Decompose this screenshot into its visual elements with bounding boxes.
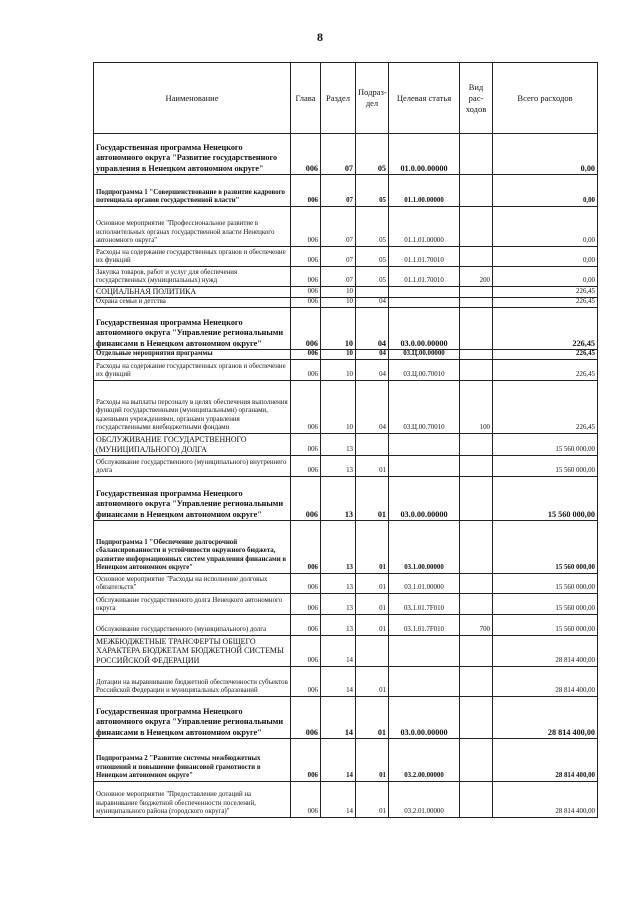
row-subsection: 04 <box>356 360 389 381</box>
row-name: Государственная программа Ненецкого автономного округа "Управление региональными финансами в Ненецком автономном округе" <box>94 477 291 521</box>
table-row <box>94 615 598 636</box>
row-subsection: 01 <box>356 594 389 615</box>
row-section: 14 <box>321 636 356 667</box>
table-row <box>94 697 598 739</box>
row-name: Государственная программа Ненецкого автономного округа "Управление региональными финансами в Ненецком автономном округе" <box>94 697 291 739</box>
row-target: 01.1.01.70010 <box>389 247 460 267</box>
row-total: 15 560 000,00 <box>493 594 598 615</box>
row-target: 03.2.01.00000 <box>389 782 460 818</box>
row-section: 14 <box>321 782 356 818</box>
table-row <box>94 267 598 287</box>
table-row <box>94 308 598 350</box>
row-name: Государственная программа Ненецкого автономного округа "Развитие государственного управления в Ненецком автономном округе" <box>94 134 291 175</box>
row-expense-type <box>460 521 493 574</box>
row-name: Основное мероприятие "Профессиональное развитие в исполнительных органах государственной власти Ненецкого автономного округа" <box>94 207 291 247</box>
expenditure-table <box>93 62 598 818</box>
row-total: 226,45 <box>493 350 598 360</box>
header-chapter: Глава <box>291 63 321 134</box>
page-number: 8 <box>317 30 323 44</box>
row-target: 03.Ц.00.00000 <box>389 350 460 360</box>
row-subsection: 04 <box>356 350 389 360</box>
row-total: 0,00 <box>493 175 598 207</box>
header-expense-type: Вид рас-ходов <box>460 63 493 134</box>
row-chapter: 006 <box>291 667 321 697</box>
row-chapter: 006 <box>291 298 321 308</box>
row-subsection: 04 <box>356 381 389 434</box>
row-target: 03.Ц.00.70010 <box>389 360 460 381</box>
header-row <box>94 63 598 134</box>
row-total: 28 814 400,00 <box>493 782 598 818</box>
row-expense-type <box>460 594 493 615</box>
row-subsection: 01 <box>356 521 389 574</box>
row-chapter: 006 <box>291 574 321 594</box>
row-expense-type <box>460 360 493 381</box>
row-expense-type <box>460 739 493 782</box>
row-section: 13 <box>321 434 356 456</box>
table-row <box>94 667 598 697</box>
row-target: 03.0.00.00000 <box>389 308 460 350</box>
row-name: Государственная программа Ненецкого автономного округа "Управление региональными финансами в Ненецком автономном округе" <box>94 308 291 350</box>
row-section: 10 <box>321 287 356 298</box>
table-row <box>94 434 598 456</box>
row-subsection: 05 <box>356 247 389 267</box>
row-target <box>389 434 460 456</box>
row-section: 13 <box>321 521 356 574</box>
row-target: 03.1.00.00000 <box>389 521 460 574</box>
row-name: Расходы на выплаты персоналу в целях обеспечения выполнения функций государственными (муниципальными) органами, казенными учреждениями, органами управления государственными внебюджетными фондами <box>94 381 291 434</box>
row-total: 0,00 <box>493 247 598 267</box>
row-chapter: 006 <box>291 308 321 350</box>
row-expense-type <box>460 667 493 697</box>
row-subsection: 04 <box>356 308 389 350</box>
row-subsection: 04 <box>356 298 389 308</box>
row-section: 10 <box>321 308 356 350</box>
table-row <box>94 360 598 381</box>
row-expense-type: 700 <box>460 615 493 636</box>
row-name: Подпрограмма 1 "Обеспечение долгосрочной сбалансированности и устойчивости окружного бюджета, развитие информационных систем управления финансами в Ненецком автономном округе" <box>94 521 291 574</box>
row-target: 03.0.00.00000 <box>389 697 460 739</box>
row-subsection: 01 <box>356 667 389 697</box>
row-subsection: 05 <box>356 267 389 287</box>
row-chapter: 006 <box>291 207 321 247</box>
row-name: Расходы на содержание государственных органов и обеспечение их функций <box>94 360 291 381</box>
row-section: 13 <box>321 574 356 594</box>
row-name: Основное мероприятие "Предоставление дотаций на выравнивание бюджетной обеспеченности поселений, муниципального района (городского округа)" <box>94 782 291 818</box>
table-row <box>94 636 598 667</box>
row-total: 15 560 000,00 <box>493 521 598 574</box>
row-section: 13 <box>321 615 356 636</box>
table-row <box>94 521 598 574</box>
row-expense-type <box>460 636 493 667</box>
row-total: 0,00 <box>493 207 598 247</box>
row-subsection <box>356 287 389 298</box>
row-chapter: 006 <box>291 175 321 207</box>
row-expense-type <box>460 247 493 267</box>
row-expense-type <box>460 434 493 456</box>
row-section: 10 <box>321 350 356 360</box>
row-expense-type <box>460 350 493 360</box>
row-target <box>389 287 460 298</box>
row-total: 226,45 <box>493 381 598 434</box>
row-section: 13 <box>321 456 356 477</box>
row-target: 03.2.00.00000 <box>389 739 460 782</box>
row-section: 10 <box>321 360 356 381</box>
row-chapter: 006 <box>291 739 321 782</box>
row-subsection: 01 <box>356 782 389 818</box>
row-target: 03.1.01.7F010 <box>389 594 460 615</box>
row-chapter: 006 <box>291 615 321 636</box>
row-name: МЕЖБЮДЖЕТНЫЕ ТРАНСФЕРТЫ ОБЩЕГО ХАРАКТЕРА БЮДЖЕТАМ БЮДЖЕТНОЙ СИСТЕМЫ РОССИЙСКОЙ ФЕДЕРАЦИИ <box>94 636 291 667</box>
row-subsection <box>356 636 389 667</box>
row-chapter: 006 <box>291 697 321 739</box>
row-name: СОЦИАЛЬНАЯ ПОЛИТИКА <box>94 287 291 298</box>
row-expense-type <box>460 134 493 175</box>
row-expense-type <box>460 782 493 818</box>
row-total: 15 560 000,00 <box>493 615 598 636</box>
row-expense-type <box>460 207 493 247</box>
row-name: Отдельные мероприятия программы <box>94 350 291 360</box>
row-target <box>389 667 460 697</box>
row-total: 28 814 400,00 <box>493 636 598 667</box>
row-name: Обслуживание государственного долга Ненецкого автономного округа <box>94 594 291 615</box>
table-row <box>94 594 598 615</box>
table-body <box>94 134 598 818</box>
row-expense-type <box>460 287 493 298</box>
row-expense-type <box>460 477 493 521</box>
row-target <box>389 456 460 477</box>
row-section: 07 <box>321 247 356 267</box>
row-chapter: 006 <box>291 477 321 521</box>
row-name: Подпрограмма 1 "Совершенствование в развитие кадрового потенциала органов государственной власти" <box>94 175 291 207</box>
table-row <box>94 175 598 207</box>
table-row <box>94 456 598 477</box>
row-chapter: 006 <box>291 434 321 456</box>
table-row <box>94 287 598 298</box>
row-total: 226,45 <box>493 360 598 381</box>
table-row <box>94 350 598 360</box>
row-subsection: 01 <box>356 697 389 739</box>
row-chapter: 006 <box>291 456 321 477</box>
row-name: Обслуживание государственного (муниципального) долга <box>94 615 291 636</box>
row-target: 01.1.01.00000 <box>389 207 460 247</box>
row-section: 10 <box>321 298 356 308</box>
row-chapter: 006 <box>291 247 321 267</box>
row-total: 15 560 000,00 <box>493 456 598 477</box>
row-total: 15 560 000,00 <box>493 574 598 594</box>
table-row <box>94 247 598 267</box>
row-subsection: 01 <box>356 477 389 521</box>
row-target: 03.0.00.00000 <box>389 477 460 521</box>
row-section: 14 <box>321 667 356 697</box>
row-expense-type: 200 <box>460 267 493 287</box>
row-subsection <box>356 434 389 456</box>
row-total: 28 814 400,00 <box>493 739 598 782</box>
header-name: Наименование <box>94 63 291 134</box>
row-total: 226,45 <box>493 287 598 298</box>
header-section: Раздел <box>321 63 356 134</box>
row-subsection: 05 <box>356 175 389 207</box>
row-chapter: 006 <box>291 381 321 434</box>
row-subsection: 05 <box>356 134 389 175</box>
row-expense-type <box>460 574 493 594</box>
row-chapter: 006 <box>291 521 321 574</box>
row-chapter: 006 <box>291 134 321 175</box>
table-row <box>94 739 598 782</box>
table-row <box>94 381 598 434</box>
row-name: Охрана семьи и детства <box>94 298 291 308</box>
row-target: 03.1.01.00000 <box>389 574 460 594</box>
row-expense-type <box>460 697 493 739</box>
row-subsection: 01 <box>356 739 389 782</box>
row-target <box>389 298 460 308</box>
row-target <box>389 636 460 667</box>
row-section: 13 <box>321 477 356 521</box>
row-subsection: 01 <box>356 574 389 594</box>
row-name: Подпрограмма 2 "Развитие системы межбюджетных отношений и повышение финансовой грамотности в Ненецком автономном округе" <box>94 739 291 782</box>
row-total: 226,45 <box>493 308 598 350</box>
table-row <box>94 134 598 175</box>
row-chapter: 006 <box>291 594 321 615</box>
row-total: 28 814 400,00 <box>493 667 598 697</box>
row-section: 13 <box>321 594 356 615</box>
row-total: 28 814 400,00 <box>493 697 598 739</box>
row-total: 15 560 000,00 <box>493 477 598 521</box>
row-total: 0,00 <box>493 134 598 175</box>
row-section: 07 <box>321 267 356 287</box>
row-section: 14 <box>321 739 356 782</box>
table-row <box>94 574 598 594</box>
row-expense-type <box>460 175 493 207</box>
table-row <box>94 298 598 308</box>
row-total: 15 560 000,00 <box>493 434 598 456</box>
row-name: ОБСЛУЖИВАНИЕ ГОСУДАРСТВЕННОГО (МУНИЦИПАЛЬНОГО) ДОЛГА <box>94 434 291 456</box>
row-chapter: 006 <box>291 267 321 287</box>
row-subsection: 01 <box>356 456 389 477</box>
table-row <box>94 477 598 521</box>
row-subsection: 01 <box>356 615 389 636</box>
row-name: Расходы на содержание государственных органов и обеспечение их функций <box>94 247 291 267</box>
row-target: 01.1.01.70010 <box>389 267 460 287</box>
row-total: 226,45 <box>493 298 598 308</box>
row-chapter: 006 <box>291 636 321 667</box>
row-section: 07 <box>321 207 356 247</box>
row-chapter: 006 <box>291 360 321 381</box>
row-expense-type: 100 <box>460 381 493 434</box>
row-expense-type <box>460 456 493 477</box>
row-expense-type <box>460 298 493 308</box>
row-chapter: 006 <box>291 287 321 298</box>
row-section: 07 <box>321 134 356 175</box>
table-row <box>94 782 598 818</box>
row-target: 01.1.00.00000 <box>389 175 460 207</box>
row-total: 0,00 <box>493 267 598 287</box>
row-name: Закупка товаров, работ и услуг для обеспечения государственных (муниципальных) нужд <box>94 267 291 287</box>
row-name: Основное мероприятие "Расходы на исполнение долговых обязательств" <box>94 574 291 594</box>
row-target: 01.0.00.00000 <box>389 134 460 175</box>
row-chapter: 006 <box>291 782 321 818</box>
header-target: Целевая статья <box>389 63 460 134</box>
row-section: 14 <box>321 697 356 739</box>
row-target: 03.1.01.7F010 <box>389 615 460 636</box>
row-section: 07 <box>321 175 356 207</box>
table-row <box>94 207 598 247</box>
row-name: Обслуживание государственного (муниципального) внутреннего долга <box>94 456 291 477</box>
header-subsection: Подраз-дел <box>356 63 389 134</box>
header-total: Всего расходов <box>493 63 598 134</box>
row-name: Дотации на выравнивание бюджетной обеспеченности субъектов Российской Федерации и муниципальных образований <box>94 667 291 697</box>
row-subsection: 05 <box>356 207 389 247</box>
row-chapter: 006 <box>291 350 321 360</box>
row-section: 10 <box>321 381 356 434</box>
row-expense-type <box>460 308 493 350</box>
row-target: 03.Ц.00.70010 <box>389 381 460 434</box>
